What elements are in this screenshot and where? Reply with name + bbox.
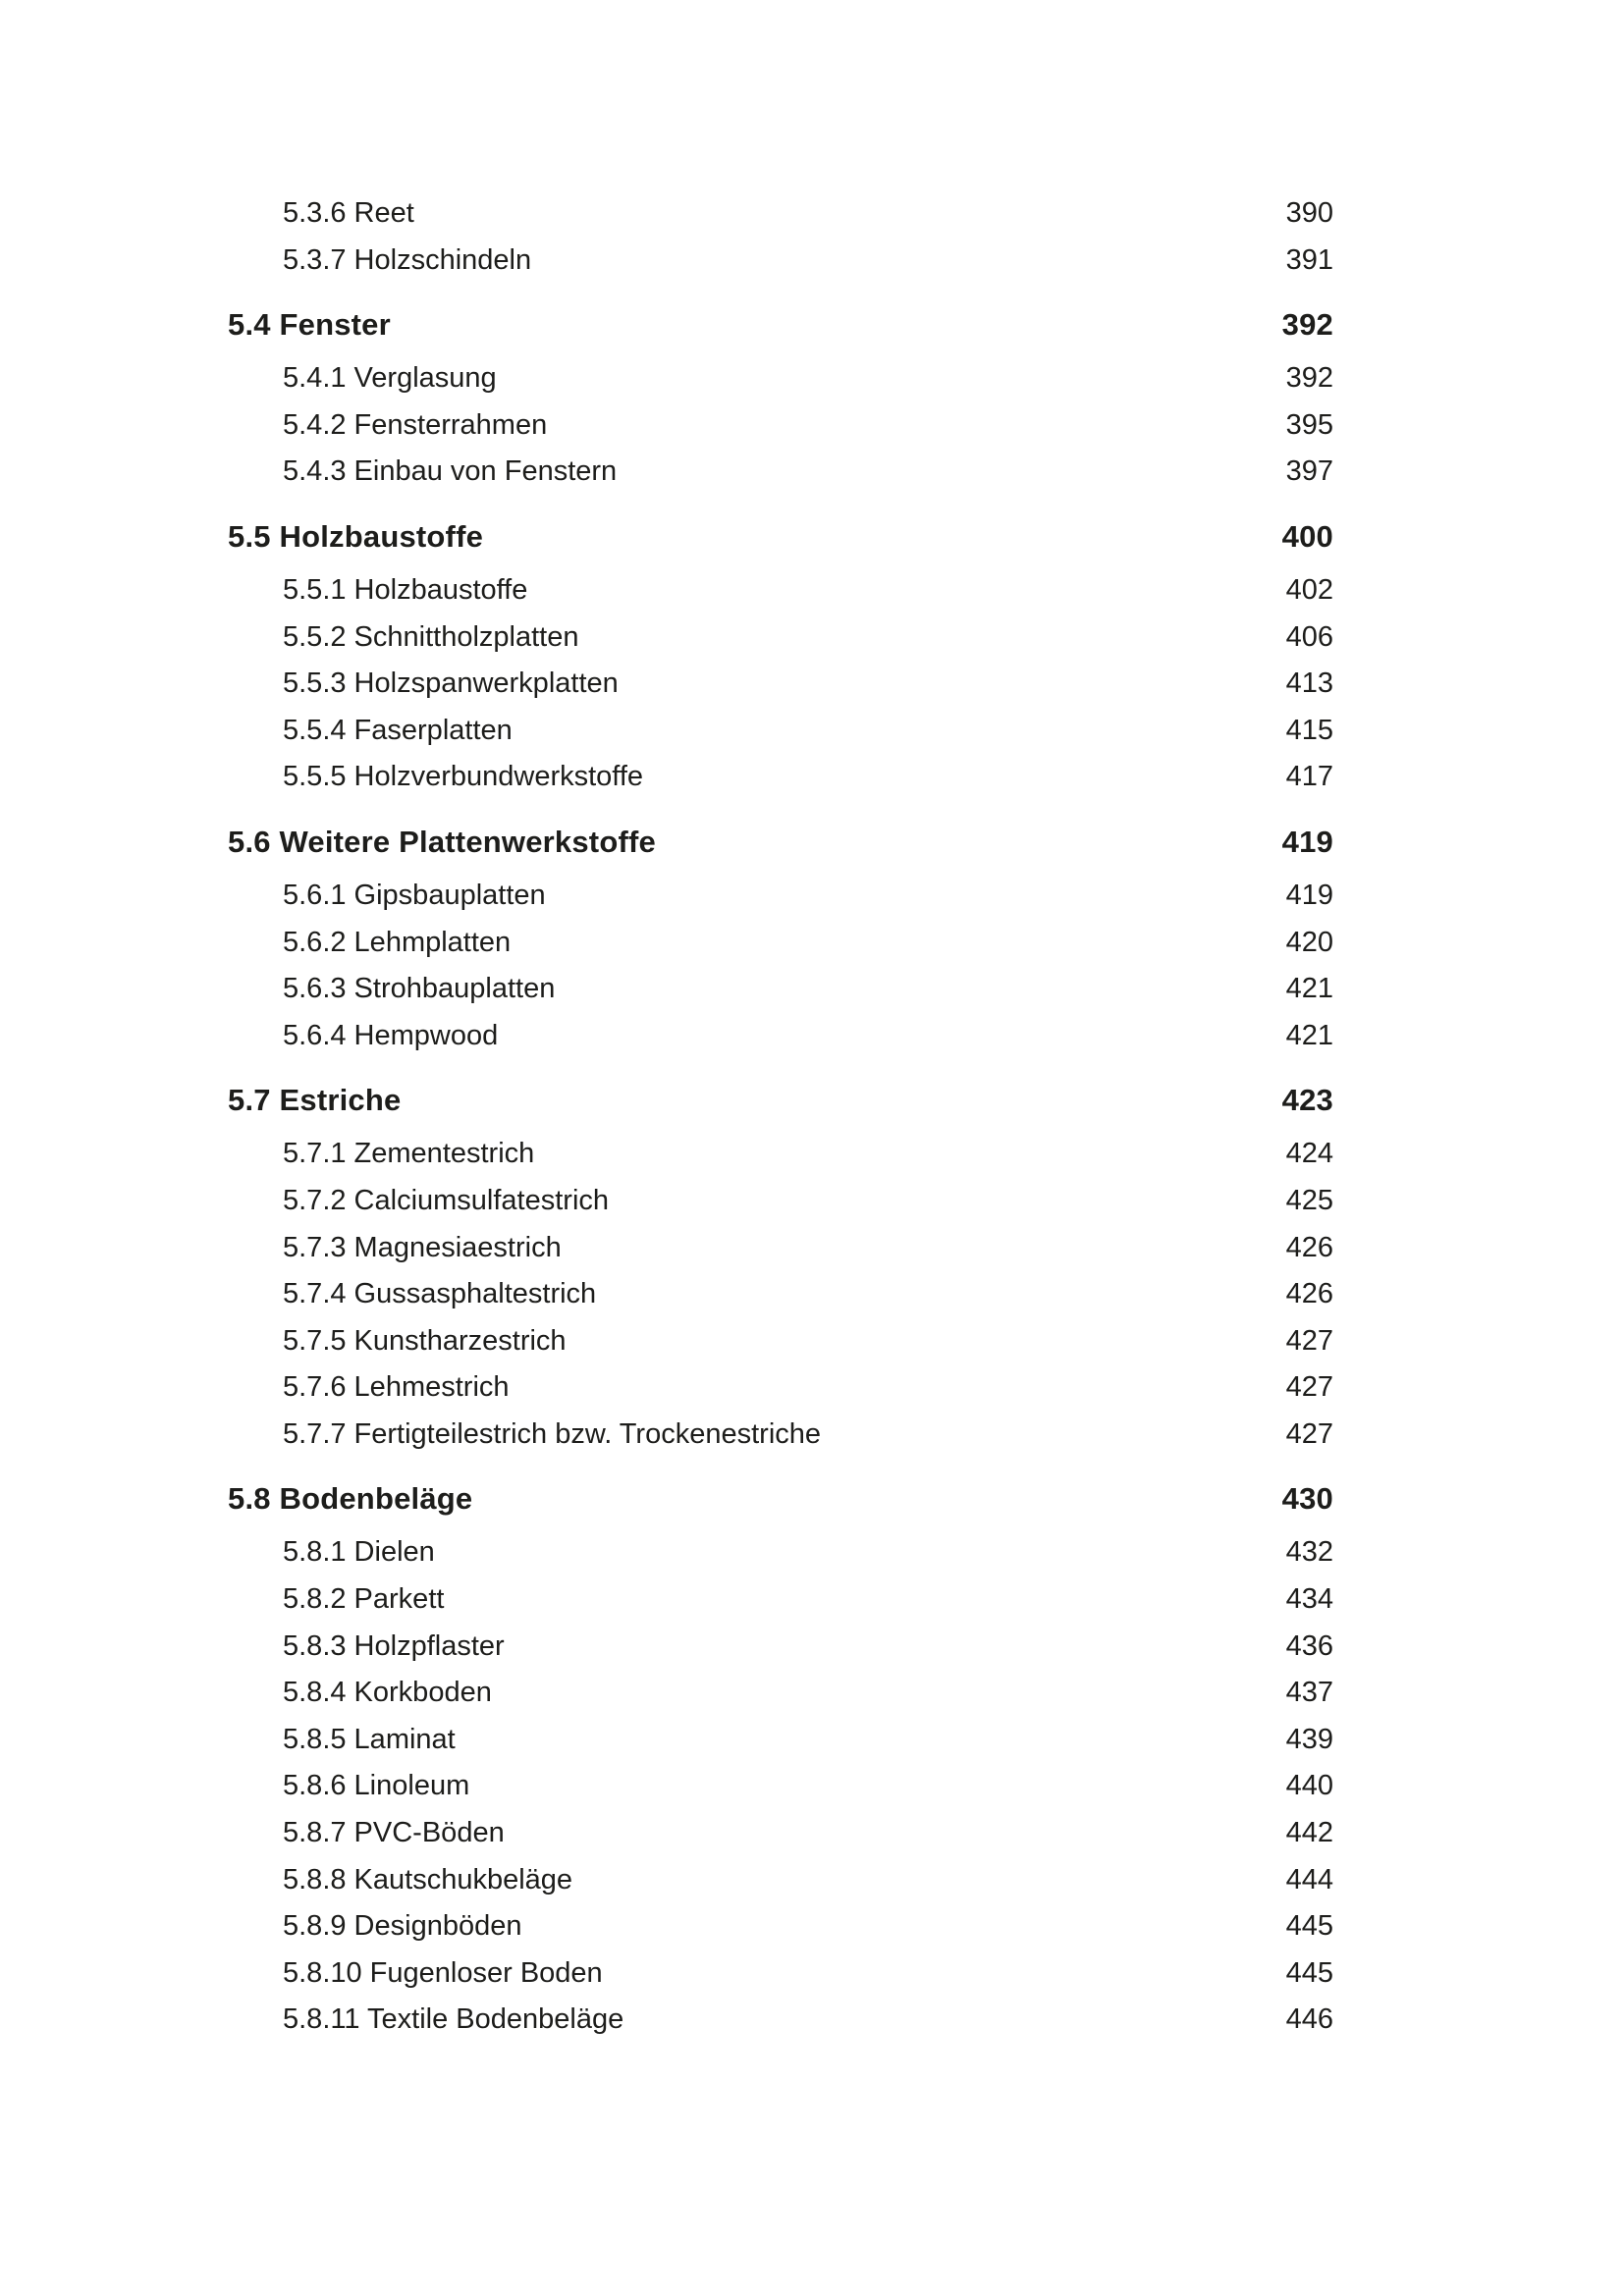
toc-entry-label: 5.8.11 Textile Bodenbeläge xyxy=(283,2003,624,2036)
toc-section-header xyxy=(228,298,1333,350)
toc-entry xyxy=(228,1670,1333,1717)
toc-entry-page: 421 xyxy=(1285,973,1333,1005)
toc-entry-label: 5.7.4 Gussasphaltestrich xyxy=(283,1278,597,1310)
toc-entry xyxy=(228,1013,1333,1060)
toc-entry-page: 430 xyxy=(1281,1481,1333,1517)
toc-entry-page: 445 xyxy=(1285,1956,1333,1989)
toc-entry-label: 5.5 Holzbaustoffe xyxy=(228,518,484,554)
toc-entry xyxy=(228,1225,1333,1272)
toc-entry-page: 391 xyxy=(1285,243,1333,276)
toc-entry-label: 5.8.3 Holzpflaster xyxy=(283,1629,505,1662)
toc-entry-label: 5.4.3 Einbau von Fenstern xyxy=(283,455,618,488)
toc-entry xyxy=(228,1763,1333,1810)
toc-entry-page: 442 xyxy=(1285,1817,1333,1849)
toc-entry-label: 5.4.1 Verglasung xyxy=(283,362,497,395)
toc-entry xyxy=(228,355,1333,402)
toc-entry xyxy=(228,1950,1333,1998)
toc-entry-label: 5.8.4 Korkboden xyxy=(283,1677,492,1709)
toc-entry xyxy=(228,1997,1333,2044)
toc-entry-page: 413 xyxy=(1285,667,1333,700)
toc-entry-page: 400 xyxy=(1281,518,1333,554)
toc-entry-page: 432 xyxy=(1285,1536,1333,1569)
toc-entry-label: 5.7 Estriche xyxy=(228,1083,402,1118)
toc-entry-label: 5.7.6 Lehmestrich xyxy=(283,1371,510,1404)
toc-entry-label: 5.8.5 Laminat xyxy=(283,1723,456,1755)
toc-entry xyxy=(228,661,1333,708)
toc-entry xyxy=(228,1529,1333,1576)
toc-entry-page: 425 xyxy=(1285,1184,1333,1216)
toc-entry-page: 439 xyxy=(1285,1723,1333,1755)
toc-entry-label: 5.5.5 Holzverbundwerkstoffe xyxy=(283,761,644,793)
toc-entry xyxy=(228,754,1333,801)
toc xyxy=(228,190,1333,2044)
toc-entry-label: 5.8.9 Designböden xyxy=(283,1910,522,1943)
toc-entry-page: 444 xyxy=(1285,1863,1333,1896)
toc-entry-label: 5.3.6 Reet xyxy=(283,197,414,229)
toc-entry-page: 419 xyxy=(1285,879,1333,911)
toc-entry-label: 5.6.1 Gipsbauplatten xyxy=(283,879,546,911)
toc-section-header xyxy=(228,1074,1333,1126)
toc-entry-label: 5.4 Fenster xyxy=(228,307,391,343)
toc-entry xyxy=(228,238,1333,285)
toc-entry-label: 5.7.2 Calciumsulfatestrich xyxy=(283,1184,610,1216)
toc-entry-page: 436 xyxy=(1285,1629,1333,1662)
toc-entry-page: 390 xyxy=(1285,197,1333,229)
toc-entry-page: 427 xyxy=(1285,1324,1333,1357)
toc-entry-label: 5.6 Weitere Plattenwerkstoffe xyxy=(228,824,656,859)
toc-entry-label: 5.6.2 Lehmplatten xyxy=(283,926,512,958)
toc-entry-label: 5.6.4 Hempwood xyxy=(283,1019,499,1051)
toc-entry-label: 5.5.4 Faserplatten xyxy=(283,714,513,746)
toc-entry xyxy=(228,190,1333,238)
toc-entry xyxy=(228,873,1333,920)
toc-entry xyxy=(228,1271,1333,1318)
toc-entry xyxy=(228,1318,1333,1365)
toc-section-header xyxy=(228,1472,1333,1524)
toc-section-header xyxy=(228,816,1333,868)
toc-entry-page: 402 xyxy=(1285,573,1333,606)
toc-entry-label: 5.8 Bodenbeläge xyxy=(228,1481,473,1517)
toc-entry xyxy=(228,708,1333,755)
toc-entry-label: 5.6.3 Strohbauplatten xyxy=(283,973,556,1005)
toc-entry-page: 406 xyxy=(1285,620,1333,653)
toc-entry xyxy=(228,1131,1333,1178)
toc-entry-page: 420 xyxy=(1285,926,1333,958)
toc-entry-page: 424 xyxy=(1285,1138,1333,1170)
toc-entry-label: 5.8.10 Fugenloser Boden xyxy=(283,1956,603,1989)
toc-entry-page: 419 xyxy=(1281,824,1333,859)
toc-entry xyxy=(228,1624,1333,1671)
toc-entry xyxy=(228,402,1333,450)
toc-entry-label: 5.8.8 Kautschukbeläge xyxy=(283,1863,573,1896)
toc-entry-page: 445 xyxy=(1285,1910,1333,1943)
toc-entry xyxy=(228,614,1333,662)
toc-entry-label: 5.7.5 Kunstharzestrich xyxy=(283,1324,567,1357)
toc-entry-label: 5.5.2 Schnittholzplatten xyxy=(283,620,579,653)
toc-entry-page: 440 xyxy=(1285,1770,1333,1802)
toc-entry-label: 5.8.6 Linoleum xyxy=(283,1770,470,1802)
toc-entry-page: 395 xyxy=(1285,408,1333,441)
toc-entry-page: 392 xyxy=(1281,307,1333,343)
toc-entry-page: 446 xyxy=(1285,2003,1333,2036)
toc-entry-page: 434 xyxy=(1285,1583,1333,1616)
toc-entry-label: 5.8.1 Dielen xyxy=(283,1536,435,1569)
toc-entry-page: 426 xyxy=(1285,1278,1333,1310)
toc-entry-page: 423 xyxy=(1281,1083,1333,1118)
toc-entry xyxy=(228,449,1333,496)
toc-entry xyxy=(228,1810,1333,1857)
toc-entry-page: 415 xyxy=(1285,714,1333,746)
toc-entry xyxy=(228,1364,1333,1412)
toc-entry-label: 5.5.1 Holzbaustoffe xyxy=(283,573,528,606)
toc-entry-page: 417 xyxy=(1285,761,1333,793)
toc-entry-page: 426 xyxy=(1285,1231,1333,1263)
toc-section-header xyxy=(228,510,1333,562)
toc-entry-page: 421 xyxy=(1285,1019,1333,1051)
toc-entry xyxy=(228,1576,1333,1624)
toc-entry-label: 5.7.7 Fertigteilestrich bzw. Trockenestriche xyxy=(283,1417,822,1450)
toc-entry-label: 5.8.2 Parkett xyxy=(283,1583,445,1616)
toc-entry-label: 5.4.2 Fensterrahmen xyxy=(283,408,548,441)
toc-entry xyxy=(228,1903,1333,1950)
toc-entry xyxy=(228,567,1333,614)
toc-entry xyxy=(228,1412,1333,1459)
toc-entry xyxy=(228,1178,1333,1225)
toc-entry-label: 5.8.7 PVC-Böden xyxy=(283,1817,505,1849)
toc-entry-label: 5.3.7 Holzschindeln xyxy=(283,243,532,276)
toc-entry-page: 392 xyxy=(1285,362,1333,395)
toc-entry-page: 437 xyxy=(1285,1677,1333,1709)
toc-entry-page: 427 xyxy=(1285,1417,1333,1450)
toc-entry xyxy=(228,920,1333,967)
toc-entry xyxy=(228,1717,1333,1764)
toc-entry-page: 427 xyxy=(1285,1371,1333,1404)
toc-entry xyxy=(228,966,1333,1013)
toc-entry-page: 397 xyxy=(1285,455,1333,488)
toc-entry-label: 5.7.1 Zementestrich xyxy=(283,1138,535,1170)
toc-entry-label: 5.7.3 Magnesiaestrich xyxy=(283,1231,562,1263)
toc-entry xyxy=(228,1857,1333,1904)
toc-entry-label: 5.5.3 Holzspanwerkplatten xyxy=(283,667,619,700)
